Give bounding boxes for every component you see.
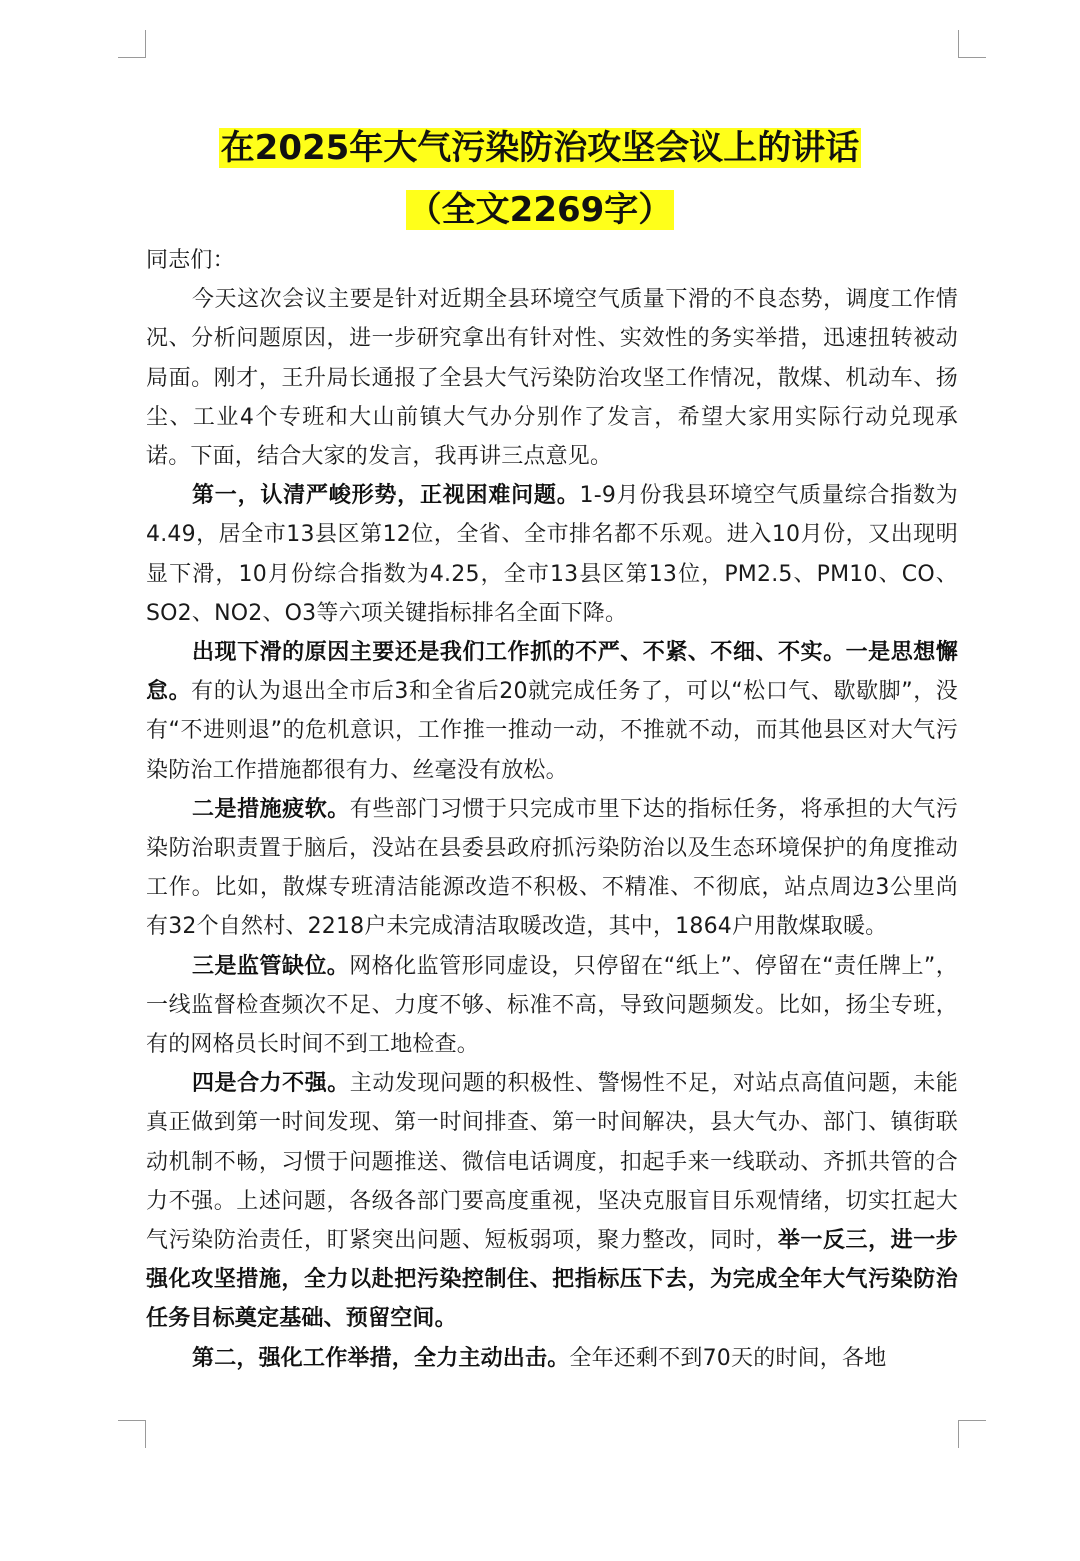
paragraph-emphasis: 举一反三，进一步强化攻坚措施，全力以赴把污染控制住、把指标压下去，为完成全年大气污染防治任务目标奠定基础、预留空间。 (146, 1228, 958, 1332)
paragraph-heading: 二是措施疲软。 (192, 796, 350, 822)
paragraph-heading: 三是监管缺位。 (192, 953, 350, 979)
document-subtitle (0, 190, 1080, 230)
document-body (146, 241, 958, 1378)
paragraph-point-two (146, 1339, 958, 1378)
word-count-text: （全文2269字） (407, 190, 673, 230)
paragraph-heading: 出现下滑的原因主要还是我们工作抓的不严、不紧、不细、不实。一是思想懈怠。 (146, 640, 958, 705)
paragraph-intro (146, 280, 958, 476)
paragraph-text: 全年还剩不到70天的时间，各地 (569, 1345, 887, 1371)
paragraph-point-one (146, 476, 958, 633)
paragraph-reason-two (146, 790, 958, 947)
paragraph-heading: 四是合力不强。 (192, 1071, 350, 1097)
paragraph-text: 有些部门习惯于只完成市里下达的指标任务，将承担的大气污染防治职责置于脑后，没站在县委县政府抓污染防治以及生态环境保护的角度推动工作。比如，散煤专班清洁能源改造不积极、不精准、不彻底，站点周边3公里尚有32个自然村、2218户未完成清洁取暖改造，其中，1864户用散煤取暖。 (146, 796, 958, 940)
paragraph-reasons (146, 633, 958, 790)
page-corner-mark-bottom-right (958, 1420, 986, 1448)
page-corner-mark-top-left (118, 30, 146, 58)
document-title-text: 在2025年大气污染防治攻坚会议上的讲话 (220, 128, 860, 168)
document-title (0, 128, 1080, 168)
paragraph-text: 1-9月份我县环境空气质量综合指数为4.49，居全市13县区第12位，全省、全市排名都不乐观。进入10月份，又出现明显下滑，10月份综合指数为4.25，全市13县区第13位，PM2.5、PM10、CO、SO2、NO2、O3等六项关键指标排名全面下降。 (146, 483, 958, 626)
salutation: 同志们： (146, 248, 235, 273)
paragraph-heading: 第一，认清严峻形势，正视困难问题。 (192, 483, 580, 509)
paragraph-text: 主动发现问题的积极性、警惕性不足，对站点高值问题，未能真正做到第一时间发现、第一时间排查、第一时间解决，县大气办、部门、镇街联动机制不畅，习惯于问题推送、微信电话调度，扣起手来一线联动、齐抓共管的合力不强。上述问题，各级各部门要高度重视，坚决克服盲目乐观情绪，切实扛起大气污染防治责任，盯紧突出问题、短板弱项，聚力整改，同时， (146, 1071, 958, 1254)
paragraph-text: 今天这次会议主要是针对近期全县环境空气质量下滑的不良态势，调度工作情况、分析问题原因，进一步研究拿出有针对性、实效性的务实举措，迅速扭转被动局面。刚才，王升局长通报了全县大气污染防治攻坚工作情况，散煤、机动车、扬尘、工业4个专班和大山前镇大气办分别作了发言，希望大家用实际行动兑现承诺。下面，结合大家的发言，我再讲三点意见。 (146, 287, 958, 470)
paragraph-text: 有的认为退出全市后3和全省后20就完成任务了，可以“松口气、歇歇脚”，没有“不进则退”的危机意识，工作推一推动一动，不推就不动，而其他县区对大气污染防治工作措施都很有力、丝毫没有放松。 (146, 679, 958, 783)
page-corner-mark-bottom-left (118, 1420, 146, 1448)
paragraph-text: 网格化监管形同虚设，只停留在“纸上”、停留在“责任牌上”，一线监督检查频次不足、力度不够、标准不高，导致问题频发。比如，扬尘专班，有的网格员长时间不到工地检查。 (146, 953, 958, 1058)
paragraph-heading: 第二，强化工作举措，全力主动出击。 (192, 1345, 570, 1371)
paragraph-reason-three (146, 947, 958, 1065)
page-corner-mark-top-right (958, 30, 986, 58)
paragraph-reason-four (146, 1064, 958, 1338)
